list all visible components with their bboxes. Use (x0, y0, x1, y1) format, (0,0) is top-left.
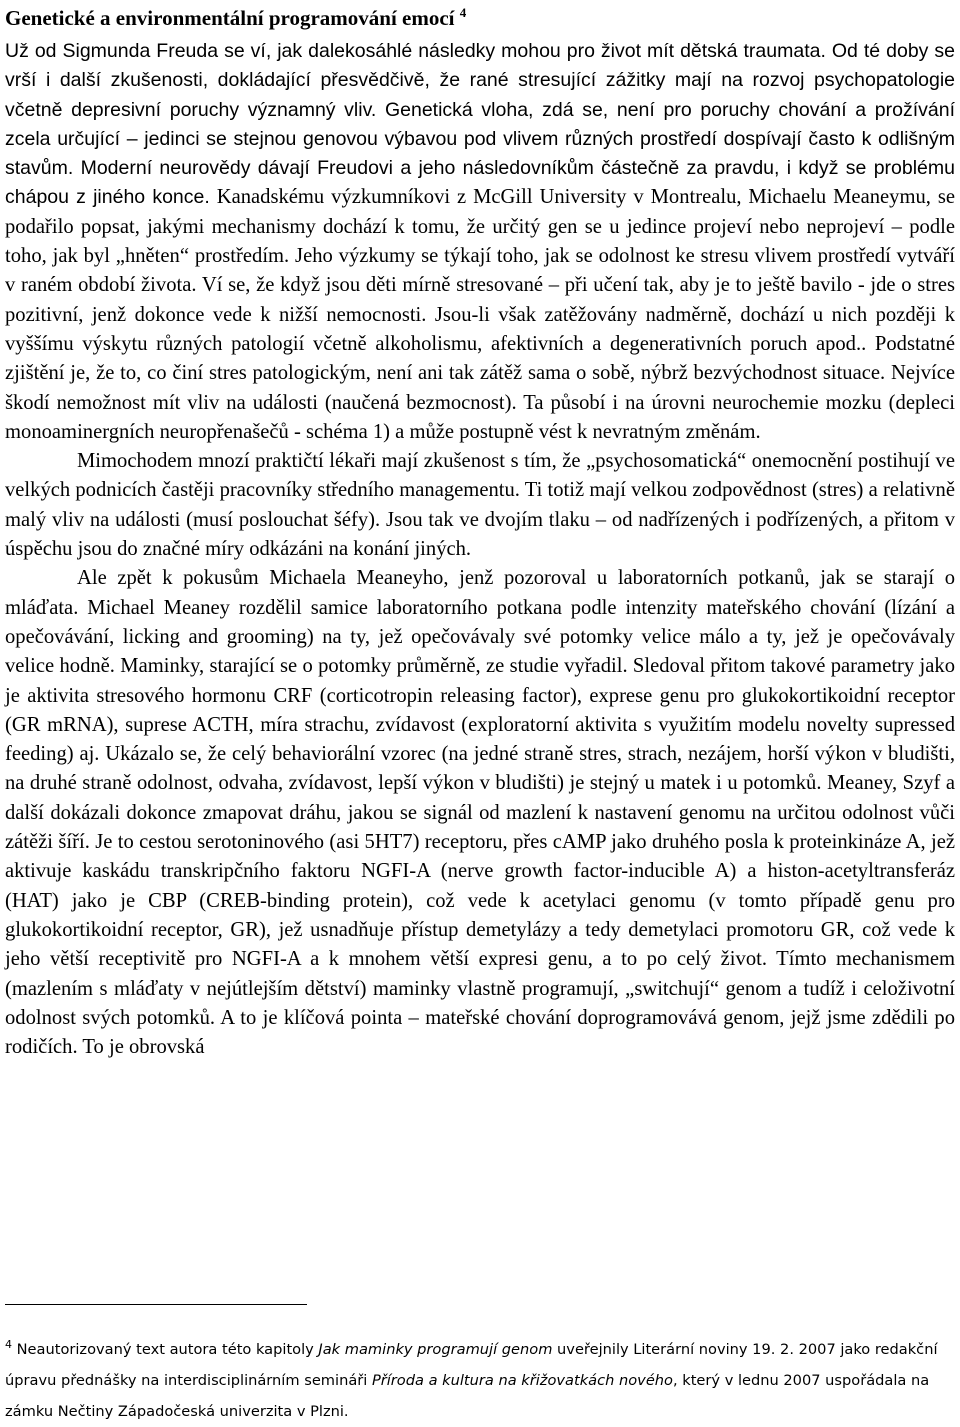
paragraph-1-serif-part: Kanadskému výzkumníkovi z McGill University v Montrealu, Michaelu Meaneymu, se podařilo popsat, jakými mechanismy dochází k tomu, že určitý gen se u jedince projeví nebo neprojeví – podle toho, jak byl „hněten“ prostředím. Jeho výzkumy se týkají toho, jak se odolnost ke stresu vlivem prostředí vytváří v raném období života. Ví se, že když jsou děti mírně stresované – při učení tak, aby je to ještě bavilo - jde o stres pozitivní, jenž dokonce vede k nižší nemocnosti. Jsou-li však zatěžovány nadměrně, dochází u nich později k vyššímu výskytu různých patologií včetně alkoholismu, afektivních a degenerativních poruch apod.. Podstatné zjištění je, že to, co činí stres patologickým, není ani tak zátěž sama o sobě, nýbrž bezvýchodnost situace. Nejvíce škodí nemožnost mít vliv na události (naučená bezmocnost). Ta působí i na úrovni neurochemie mozku (depleci monoaminergních neuropřenašečů - schéma 1) a může postupně vést k nevratným změnám. (5, 186, 955, 443)
paragraph-1-sans-part: Už od Sigmunda Freuda se ví, jak dalekosáhlé následky mohou pro život mít dětská traumata. Od té doby se vrší i další zkušenosti, dokládající přesvědčivě, že rané stresující zážitky mají na rozvoj psychopatologie včetně depresivní poruchy významný vliv. Genetická vloha, zdá se, není pro poruchy chování a prožívání zcela určující – jedinci se stejnou genovou výbavou pod vlivem různých prostředí dospívají často k odlišným stavům. Moderní neurovědy dávají Freudovi a jeho následovníkům částečně za pravdu, i když se problému chápou z jiného konce. (5, 40, 955, 209)
paragraph-3: Ale zpět k pokusům Michaela Meaneyho, jenž pozoroval u laboratorních potkanů, jak se starají o mláďata. Michael Meaney rozdělil samice laboratorního potkana podle intenzity mateřského chování (lízání a opečovávání, licking and grooming) na ty, jež opečovávaly své potomky velice málo a ty, jež je opečovávaly velice hodně. Maminky, starající se o potomky průměrně, ze studie vyřadil. Sledoval přitom takové parametry jako je aktivita stresového hormonu CRF (corticotropin releasing factor), exprese genu pro glukokortikoidní receptor (GR mRNA), suprese ACTH, míra strachu, zvídavost (exploratorní aktivita s využitím modelu novelty supressed feeding) aj. Ukázalo se, že celý behaviorální vzorec (na jedné straně stres, strach, nezájem, horší výkon v bludišti, na druhé straně odolnost, odvaha, zvídavost, lepší výkon v bludišti) je stejný u matek i u potomků. Meaney, Szyf a další dokázali dokonce zmapovat dráhu, jakou se signál od mazlení k nastavení genomu na určitou odolnost vůči zátěži šíří. Je to cestou serotoninového (asi 5HT7) receptoru, přes cAMP jako druhého posla k proteinkináze A, jež aktivuje kaskádu transkripčního faktoru NGFI-A (nerve growth factor-inducible A) a histon-acetyltransferáz (HAT) jako je CBP (CREB-binding protein), což vede k acetylaci genomu (v tomto případě genu pro glukokortikoidní receptor, GR), jež usnadňuje přístup demetylázy a tedy demetylaci promotoru GR, což vede k jeho větší receptivitě pro NGFI-A a k mnohem větší expresi genu, a to po celý život. Tímto mechanismem (mazlením s mláďaty v nejútlejším dětství) maminky vlastně programují, „switchují“ genom a tudíž i celoživotní odolnost svých potomků. A to je klíčová pointa – mateřské chování doprogramovává genom, jejž jsme zdědili po rodičích. To je obrovská (5, 567, 955, 1059)
footnote-title-2: Příroda a kultura na křižovatkách nového (371, 1372, 673, 1389)
footnote-title-1: Jak maminky programují genom (318, 1341, 553, 1358)
footnote-text-1: Neautorizovaný text autora této kapitoly (12, 1341, 319, 1358)
footnote-separator (5, 1304, 307, 1305)
heading-footnote-ref: 4 (459, 5, 467, 20)
section-heading (5, 4, 955, 32)
footnote (5, 1334, 955, 1427)
footnote-text-2: uveřejnily Literární noviny 19. 2. 2007 jako redakční úpravu přednášky na interdisciplinárním semináři (5, 1341, 938, 1389)
document-page (5, 0, 955, 1062)
footnote-text-3: , který v lednu 2007 uspořádala na zámku Nečtiny Západočeská univerzita v Plzni. (5, 1372, 930, 1420)
heading-title: Genetické a environmentální programování emocí (5, 6, 455, 30)
paragraph-1 (5, 37, 955, 447)
footnote-marker: 4 (5, 1338, 12, 1352)
paragraph-2: Mimochodem mnozí praktičtí lékaři mají zkušenost s tím, že „psychosomatická“ onemocnění postihují ve velkých podnicích častěji pracovníky středního managementu. Ti totiž mají velkou zodpovědnost (stres) a relativně malý vliv na události (musí poslouchat šéfy). Jsou tak ve dvojím tlaku – od nadřízených i podřízených, a přitom v úspěchu jsou do značné míry odkázáni na konání jiných. (5, 450, 955, 561)
